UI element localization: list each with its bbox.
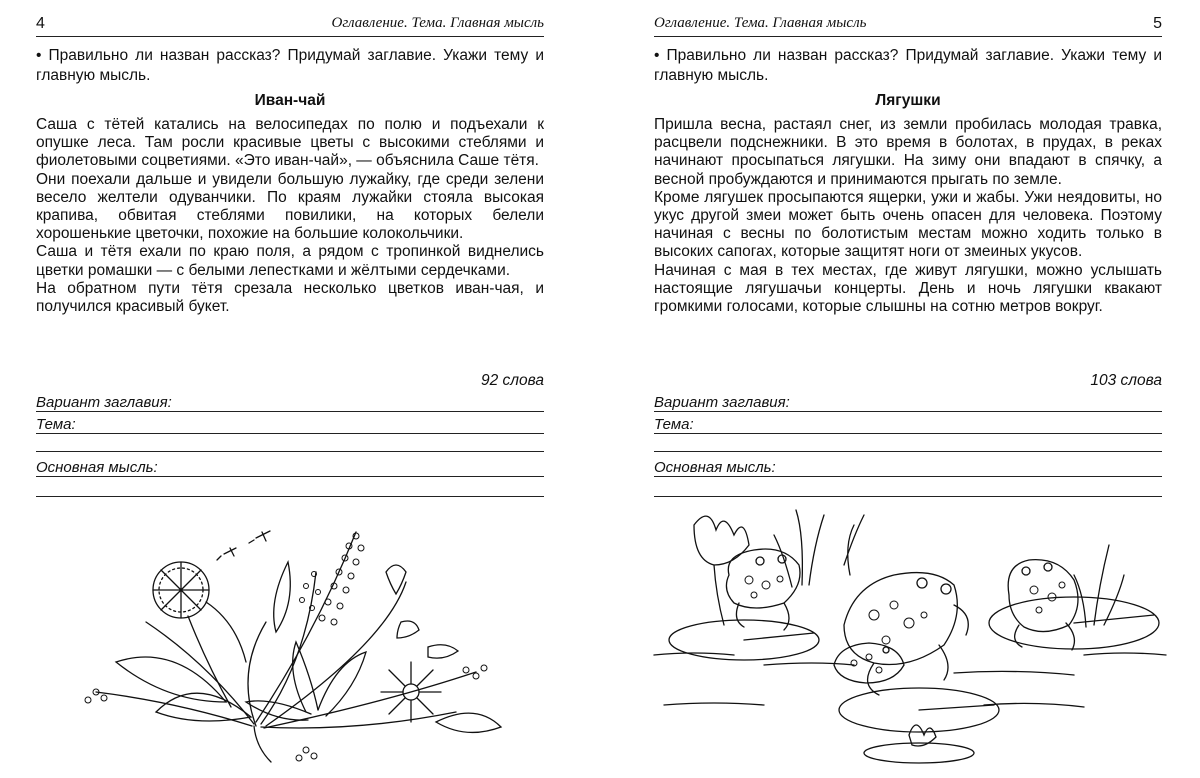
field-label: Тема:	[654, 416, 698, 433]
story-paragraph: Кроме лягушек просыпаются ящерки, ужи и жабы. Ужи неядовиты, но укус другой змеи может быть очень опасен для человека. Поэтому начиная с весны по болотистым местам можно ходить только в высоких сапогах, которые защитят ноги от змеиных укусов.	[654, 188, 1162, 261]
word-count: 103 слова	[1090, 372, 1162, 389]
field-label: Основная мысль:	[36, 459, 162, 476]
field-label: Тема:	[36, 416, 80, 433]
theme-field[interactable]	[36, 416, 544, 436]
field-label: Основная мысль:	[654, 459, 780, 476]
task-instruction: • Правильно ли назван рассказ? Придумай заглавие. Укажи тему и главную мысль.	[654, 47, 1162, 84]
title-variant-field[interactable]	[654, 394, 1162, 414]
story-paragraph: Саша и тётя ехали по краю поля, а рядом с тропинкой виднелись цветки ромашки — с белыми лепестками и жёлтыми сердечками.	[36, 243, 544, 279]
theme-field[interactable]	[654, 416, 1162, 436]
main-idea-field[interactable]	[36, 459, 544, 479]
answer-line[interactable]	[36, 411, 544, 412]
answer-line[interactable]	[654, 433, 1162, 434]
running-head	[36, 14, 544, 37]
story-paragraph: Они поехали дальше и увидели большую лужайку, где среди зелени весело желтели одуванчики. По краям лужайки стояла высокая крапива, обвитая стеблями повилики, на которых белели хорошенькие цветочки, похожие на большие колокольчики.	[36, 170, 544, 243]
left-page	[36, 0, 544, 778]
page-number: 4	[36, 15, 45, 32]
task-instruction: • Правильно ли назван рассказ? Придумай заглавие. Укажи тему и главную мысль.	[36, 47, 544, 84]
answer-line[interactable]	[654, 476, 1162, 477]
wildflower-bouquet-icon	[56, 512, 526, 767]
story-paragraph: На обратном пути тётя срезала несколько цветков иван-чая, и получился красивый букет.	[36, 279, 544, 316]
story-text	[654, 116, 1162, 316]
field-label: Вариант заглавия:	[654, 394, 794, 411]
right-page	[654, 0, 1162, 778]
answer-line[interactable]	[36, 433, 544, 434]
story-title: Лягушки	[875, 92, 941, 109]
story-paragraph: Начиная с мая в тех местах, где живут лягушки, можно услышать настоящие лягушачьи концерты. День и ночь лягушки квакают громкими голосами, которые слышны на сотню метров вокруг.	[654, 261, 1162, 316]
running-head	[654, 14, 1162, 37]
main-idea-field[interactable]	[654, 459, 1162, 479]
answer-line[interactable]	[654, 496, 1162, 497]
answer-line[interactable]	[654, 411, 1162, 412]
title-variant-field[interactable]	[36, 394, 544, 414]
page-number: 5	[1153, 15, 1162, 32]
running-head-title: Оглавление. Тема. Главная мысль	[331, 15, 544, 31]
story-paragraph: Пришла весна, растаял снег, из земли пробилась молодая травка, расцвели подснежники. В это время в болотах, в прудах, в реках начинают просыпаться лягушки. На зиму они впадают в спячку, а весной пробуждаются и принимаются прыгать по земле.	[654, 116, 1162, 188]
word-count: 92 слова	[480, 372, 544, 389]
answer-line[interactable]	[36, 451, 544, 452]
running-head-title: Оглавление. Тема. Главная мысль	[654, 15, 867, 31]
story-paragraph: Саша с тётей катались на велосипедах по полю и подъехали к опушке леса. Там росли красивые цветы с высокими стеблями и фиолетовыми соцветиями. «Это иван-чай», — объяснила Саше тётя.	[36, 116, 544, 170]
frogs-in-pond-icon	[654, 505, 1166, 767]
story-text	[36, 116, 544, 316]
field-label: Вариант заглавия:	[36, 394, 176, 411]
answer-line[interactable]	[36, 496, 544, 497]
answer-line[interactable]	[654, 451, 1162, 452]
answer-line[interactable]	[36, 476, 544, 477]
story-title: Иван-чай	[254, 92, 326, 109]
